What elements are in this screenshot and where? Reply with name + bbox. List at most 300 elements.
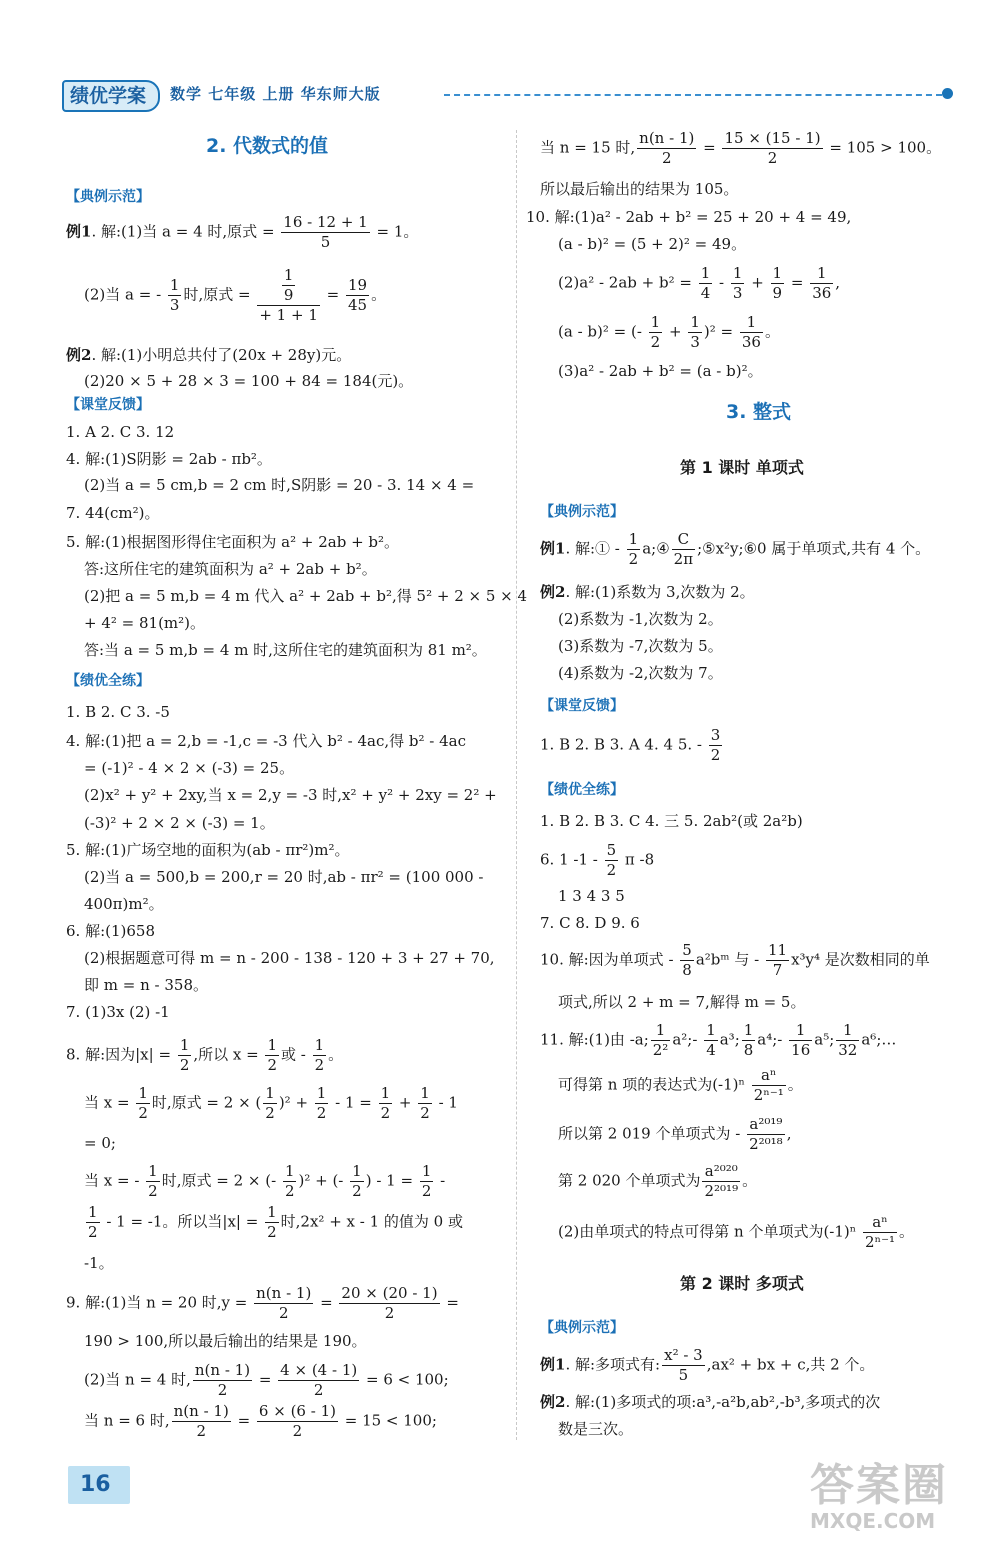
section-title: 2. 代数式的值 [206, 134, 329, 157]
text-run: x³y⁴ 是次数相同的单 [791, 950, 930, 968]
answer-line [558, 1162, 757, 1201]
numerator: 3 [710, 725, 721, 744]
text-run: - 1 [433, 1093, 458, 1111]
text-run: 解:(1)当 a = 4 时,原式 = [96, 222, 280, 240]
text-run: a;④ [642, 539, 670, 557]
text-run: = [315, 1293, 338, 1311]
numerator: 6 × (6 - 1) [258, 1401, 336, 1420]
answer-line [558, 313, 780, 352]
answer-line: 10. 解:(1)a² - 2ab + b² = 25 + 20 + 4 = 49, [526, 207, 852, 226]
numerator: a²⁰²⁰ [702, 1162, 740, 1182]
fraction [810, 264, 833, 303]
numerator: 1 [651, 1021, 671, 1041]
numerator: n(n - 1) [256, 1283, 312, 1302]
numerator: x² - 3 [664, 1345, 703, 1364]
denominator: 2 [767, 148, 778, 167]
numerator: 1 [169, 275, 180, 294]
fraction [172, 1402, 231, 1441]
text-run: ,所以 x = [193, 1045, 264, 1063]
fraction [836, 1021, 859, 1060]
answer-line: 1. A 2. C 3. 12 [66, 423, 175, 441]
example-label: 例1 [540, 1355, 566, 1373]
text-run: . [565, 539, 571, 557]
fraction [699, 264, 713, 303]
fraction [605, 841, 619, 880]
denominator: 2 [421, 1181, 432, 1200]
fraction [282, 266, 296, 305]
fraction [257, 1402, 338, 1441]
denominator: 2 [314, 1055, 325, 1074]
fraction [420, 1162, 434, 1201]
text-run: (2)a² - 2ab + b² = [558, 273, 697, 291]
denominator: 2 [196, 1421, 206, 1440]
text-run: a⁴;- [757, 1030, 788, 1048]
answer-line [66, 1284, 459, 1323]
denominator: 2 [88, 1222, 98, 1241]
example-label: 例2 [540, 1392, 566, 1411]
lesson-title: 第 1 课时 单项式 [680, 457, 804, 477]
fraction [789, 1021, 812, 1060]
denominator: 2²⁰¹⁸ [749, 1134, 783, 1153]
fraction [752, 1066, 786, 1105]
answer-line: = 0; [84, 1134, 116, 1152]
numerator: 16 - 12 + 1 [283, 212, 368, 231]
numerator: n(n - 1) [173, 1401, 229, 1420]
numerator: 1 [650, 312, 661, 331]
text-run: (a - b)² = (- [558, 322, 647, 340]
numerator: 4 × (4 - 1) [280, 1360, 358, 1379]
text-run: ;⑤x²y;⑥0 属于单项式,共有 4 个。 [697, 539, 931, 557]
numerator: 1 [706, 1020, 716, 1039]
fraction [315, 1084, 329, 1123]
text-run: 所以第 2 019 个单项式为 - [558, 1124, 746, 1142]
text-run: . [91, 222, 97, 240]
text-run: 可得第 n 项的表达式为(-1)ⁿ [558, 1075, 750, 1093]
answer-line: (2)x² + y² + 2xy,当 x = 2,y = -3 时,x² + y² + 2xy = 2² + [84, 785, 497, 804]
text-run: 。 [742, 1171, 758, 1189]
numerator: 1 [743, 1020, 754, 1039]
answer-line [558, 1066, 803, 1105]
header-dot [942, 88, 953, 99]
fraction [281, 213, 369, 252]
lesson-title: 第 2 课时 多项式 [680, 1273, 804, 1293]
text-run: ) - 1 = [365, 1171, 418, 1189]
numerator: 1 [628, 529, 639, 548]
fraction [350, 1162, 364, 1201]
text-run: 时,原式 = 2 × (- [161, 1171, 281, 1189]
denominator: 7 [772, 960, 783, 979]
answer-line [84, 1361, 449, 1400]
denominator: 2 [148, 1181, 158, 1200]
numerator: 20 × (20 - 1) [341, 1283, 438, 1302]
denominator: 9 [283, 285, 294, 304]
fraction [263, 1084, 277, 1123]
answer-line: = (-1)² - 4 × 2 × (-3) = 25。 [84, 758, 295, 777]
fraction [379, 1084, 393, 1123]
numerator: 5 [682, 940, 692, 959]
fraction [731, 264, 745, 303]
text-run: 。 [899, 1222, 915, 1240]
text-run: 时,2x² + x - 1 的值为 0 或 [280, 1212, 463, 1230]
denominator: 5 [320, 232, 331, 251]
text-run: - 1 = -1。所以当|x| = [101, 1212, 264, 1230]
fraction [662, 1346, 705, 1385]
numerator: 1 [284, 1161, 295, 1180]
text-run: , [786, 1124, 792, 1142]
answer-line [558, 1115, 791, 1154]
text-run: . [565, 1355, 571, 1373]
denominator: 16 [791, 1040, 811, 1059]
denominator: 2 [628, 549, 639, 568]
denominator: 2π [673, 549, 694, 568]
numerator: 1 [380, 1083, 391, 1102]
text-run: 10. 解:因为单项式 - [540, 950, 679, 968]
fraction [722, 129, 822, 168]
denominator: 2 [138, 1103, 148, 1122]
numerator: 1 [352, 1161, 362, 1180]
text-run: 解:多项式有: [570, 1355, 661, 1373]
denominator: 4 [706, 1040, 716, 1059]
fraction [146, 1162, 160, 1201]
fraction [704, 1021, 718, 1060]
fraction [278, 1361, 359, 1400]
answer-line: (2)当 a = 5 cm,b = 2 cm 时,S阴影 = 20 - 3. 14 × 4 = [84, 475, 475, 494]
answer-line: 4. 解:(1)把 a = 2,b = -1,c = -3 代入 b² - 4ac,得 b² - 4ac [66, 731, 466, 750]
numerator: 1 [772, 263, 783, 282]
fraction [254, 1284, 313, 1323]
answer-line: 7. C 8. D 9. 6 [540, 914, 640, 932]
text-run: 时,原式 = 2 × ( [151, 1093, 262, 1111]
fraction [86, 1203, 100, 1242]
text-run: 解:(1)系数为 3,次数为 2。 [570, 582, 755, 601]
numerator: 1 [179, 1035, 190, 1054]
text-run: = 15 < 100; [339, 1411, 437, 1429]
text-run: - 1 = [330, 1093, 377, 1111]
fraction [265, 1036, 279, 1075]
answer-line: (2)根据题意可得 m = n - 200 - 138 - 120 + 3 + 27 + 70, [84, 948, 495, 967]
denominator: 3 [169, 295, 180, 314]
text-run: . [565, 582, 571, 601]
text-run: 。 [371, 285, 387, 303]
text-run: (2)由单项式的特点可得第 n 个单项式为(-1)ⁿ [558, 1222, 862, 1240]
text-run: 8. 解:因为|x| = [66, 1045, 176, 1063]
text-run: (2)当 a = - [84, 285, 166, 303]
numerator: 11 [767, 940, 788, 959]
numerator: C [672, 530, 695, 550]
section-tag: 【绩优全练】 [66, 673, 150, 689]
text-run: . [91, 345, 97, 364]
answer-line [84, 1162, 445, 1201]
example-label: 例1 [540, 539, 566, 557]
denominator: 2 [661, 148, 672, 167]
text-run: 。 [764, 322, 780, 340]
text-run: = [698, 138, 721, 156]
text-run: π -8 [620, 850, 655, 868]
text-run: , [835, 273, 841, 291]
watermark-url: MXQE.COM [810, 1509, 936, 1533]
text-run: (2)当 n = 4 时, [84, 1370, 191, 1388]
numerator: 1 [690, 312, 700, 331]
text-run: )² + (- [298, 1171, 349, 1189]
numerator: n(n - 1) [639, 128, 695, 147]
denominator: 2 [384, 1303, 395, 1322]
answer-line: 即 m = n - 358。 [84, 975, 208, 994]
denominator: 2 [380, 1103, 391, 1122]
example-label: 例1 [66, 222, 92, 240]
text-run: . [565, 1392, 571, 1411]
fraction [771, 264, 785, 303]
denominator: 36 [812, 283, 832, 302]
answer-line [84, 1203, 463, 1242]
fraction [651, 1021, 671, 1060]
fraction [680, 941, 694, 980]
text-run: )² = [703, 322, 738, 340]
numerator: 1 [836, 1021, 859, 1041]
fraction [709, 726, 723, 765]
fraction [649, 313, 663, 352]
answer-line: (3)系数为 -7,次数为 5。 [558, 636, 723, 655]
example-label: 例2 [66, 345, 92, 364]
answer-line: 1. B 2. B 3. C 4. 三 5. 2ab²(或 2a²b) [540, 811, 803, 830]
answer-line: -1。 [84, 1253, 114, 1272]
answer-line: (-3)² + 2 × 2 × (-3) = 1。 [84, 813, 275, 832]
numerator: 5 [606, 840, 617, 859]
denominator: 45 [347, 295, 368, 314]
text-run: + [664, 322, 687, 340]
text-run: 第 2 020 个单项式为 [558, 1171, 701, 1189]
section-title: 3. 整式 [726, 400, 792, 423]
answer-line: + 4² = 81(m²)。 [84, 613, 206, 632]
text-run: = [254, 1370, 277, 1388]
page-number: 16 [68, 1466, 130, 1504]
denominator: 2 [278, 1303, 289, 1322]
text-run: a⁶;… [861, 1030, 897, 1048]
denominator: 2 [313, 1380, 324, 1399]
fraction [672, 530, 695, 569]
denominator: 2 [606, 860, 617, 879]
fraction [193, 1361, 252, 1400]
denominator: 3 [732, 283, 743, 302]
answer-line [84, 266, 386, 325]
text-run: 时,原式 = [183, 285, 256, 303]
denominator: 2 [710, 745, 721, 764]
answer-line: 6. 解:(1)658 [66, 921, 156, 940]
denominator: 2 [284, 1181, 295, 1200]
answer-line [540, 1391, 880, 1412]
answer-line [540, 530, 930, 569]
section-tag: 【绩优全练】 [540, 782, 624, 798]
denominator: 2 [292, 1421, 303, 1440]
fraction [168, 276, 182, 315]
denominator: 8 [743, 1040, 754, 1059]
denominator: 4 [700, 283, 711, 302]
fraction [178, 1036, 192, 1075]
answer-line: 190 > 100,所以最后输出的结果是 190。 [84, 1331, 367, 1350]
answer-line: 400π)m²。 [84, 894, 164, 913]
text-run: a³; [719, 1030, 740, 1048]
text-run: - [435, 1171, 446, 1189]
denominator: 8 [682, 960, 692, 979]
fraction [766, 941, 789, 980]
example-label: 例2 [540, 582, 566, 601]
text-run: 6. 1 -1 - [540, 850, 603, 868]
denominator: 2ⁿ⁻¹ [865, 1232, 895, 1251]
denominator: 2 [179, 1055, 190, 1074]
answer-line: (a - b)² = (5 + 2)² = 49。 [558, 234, 747, 253]
answer-line: 答:这所住宅的建筑面积为 a² + 2ab + b²。 [84, 559, 377, 578]
numerator: 1 [810, 264, 833, 284]
denominator: 32 [838, 1040, 858, 1059]
numerator: 1 [88, 1202, 98, 1221]
fraction [863, 1213, 897, 1252]
denominator: 2 [267, 1222, 277, 1241]
denominator: 2 [650, 332, 661, 351]
numerator: 1 [138, 1083, 148, 1102]
numerator: 1 [314, 1035, 325, 1054]
answer-line: 5. 解:(1)广场空地的面积为(ab - πr²)m²。 [66, 840, 350, 859]
denominator: + 1 + 1 [259, 305, 318, 324]
text-run: )² + [278, 1093, 313, 1111]
text-run: 。 [787, 1075, 803, 1093]
denominator: 2 [352, 1181, 362, 1200]
denominator: 5 [678, 1365, 689, 1384]
text-run: 当 x = [84, 1093, 135, 1111]
text-run: = 105 > 100。 [824, 138, 942, 156]
numerator: 1 [420, 1083, 430, 1102]
fraction [742, 1021, 756, 1060]
answer-line: 7. 44(cm²)。 [66, 503, 160, 522]
watermark [810, 1462, 948, 1532]
subject-info: 数学 七年级 上册 华东师大版 [170, 85, 381, 103]
answer-line [540, 726, 724, 765]
answer-line [66, 1036, 343, 1075]
column-divider [516, 130, 517, 1440]
text-run: 9. 解:(1)当 n = 20 时,y = [66, 1293, 253, 1311]
text-run: 当 n = 15 时, [540, 138, 636, 156]
numerator: 1 [421, 1161, 432, 1180]
denominator: 2 [267, 1055, 278, 1074]
text-run: 11. 解:(1)由 -a; [540, 1030, 649, 1048]
answer-line: 5. 解:(1)根据图形得住宅面积为 a² + 2ab + b²。 [66, 532, 400, 551]
numerator: 1 [265, 1083, 275, 1102]
text-run: = 1。 [371, 222, 419, 240]
text-run: = [441, 1293, 459, 1311]
text-run: ,ax² + bx + c,共 2 个。 [706, 1355, 875, 1373]
answer-line: 项式,所以 2 + m = 7,解得 m = 5。 [558, 992, 806, 1011]
numerator: 1 [732, 263, 743, 282]
answer-line [540, 841, 654, 880]
answer-line: (2)当 a = 500,b = 200,r = 20 时,ab - πr² = (100 000 - [84, 867, 484, 886]
answer-line [558, 264, 840, 303]
numerator [257, 266, 320, 306]
fraction [313, 1036, 327, 1075]
text-run: = [321, 285, 344, 303]
answer-line [540, 129, 941, 168]
denominator: 2ⁿ⁻¹ [753, 1085, 784, 1104]
fraction [339, 1284, 439, 1323]
text-run: - [714, 273, 729, 291]
numerator: a²⁰¹⁹ [747, 1115, 785, 1135]
numerator: 1 [316, 1083, 327, 1102]
text-run: a²bᵐ 与 - [695, 950, 764, 968]
numerator: 1 [267, 1202, 277, 1221]
answer-line: (2)把 a = 5 m,b = 4 m 代入 a² + 2ab + b²,得 5² + 2 × 5 × 4 [84, 586, 528, 605]
numerator: 1 [789, 1021, 812, 1041]
text-run: 。 [328, 1045, 344, 1063]
series-logo: 绩优学案 [62, 80, 160, 112]
answer-line [84, 1402, 437, 1441]
fraction [265, 1203, 279, 1242]
numerator: 15 × (15 - 1) [724, 128, 821, 147]
answer-line: 所以最后输出的结果为 105。 [540, 179, 739, 198]
text-run: 解:(1)小明总共付了(20x + 28y)元。 [96, 345, 352, 364]
answer-line: 1. B 2. C 3. -5 [66, 703, 170, 721]
denominator: 2 [265, 1103, 275, 1122]
fraction [637, 129, 696, 168]
fraction [688, 313, 702, 352]
fraction [627, 530, 641, 569]
text-run: a²;- [672, 1030, 703, 1048]
answer-line: (2)系数为 -1,次数为 2。 [558, 609, 723, 628]
section-tag: 【典例示范】 [540, 504, 624, 520]
section-tag: 【课堂反馈】 [66, 397, 150, 413]
numerator: 19 [347, 275, 368, 294]
denominator: 9 [772, 283, 783, 302]
text-run: 当 n = 6 时, [84, 1411, 170, 1429]
answer-line: (3)a² - 2ab + b² = (a - b)²。 [558, 361, 763, 380]
numerator: 1 [148, 1161, 158, 1180]
answer-line: 4. 解:(1)S阴影 = 2ab - πb²。 [66, 449, 272, 468]
text-run: 当 x = - [84, 1171, 145, 1189]
denominator: 2 [420, 1103, 430, 1122]
text-run: 解:① - [570, 539, 625, 557]
answer-line [540, 1346, 874, 1385]
text-run: + [746, 273, 769, 291]
fraction [136, 1084, 150, 1123]
numerator: aⁿ [863, 1213, 897, 1233]
denominator: 2 [316, 1103, 327, 1122]
numerator: aⁿ [752, 1066, 786, 1086]
answer-line [66, 344, 351, 365]
header-dashed-line [444, 94, 942, 96]
text-run: = 6 < 100; [361, 1370, 449, 1388]
denominator: 2²⁰¹⁹ [704, 1181, 739, 1200]
answer-line: 7. (1)3x (2) -1 [66, 1003, 170, 1021]
fraction [283, 1162, 297, 1201]
section-tag: 【典例示范】 [66, 189, 150, 205]
text-run: 或 - [281, 1045, 311, 1063]
section-tag: 【典例示范】 [540, 1320, 624, 1336]
answer-line [540, 941, 930, 980]
fraction [257, 266, 320, 325]
denominator: 3 [690, 332, 700, 351]
fraction [346, 276, 369, 315]
section-tag: 【课堂反馈】 [540, 698, 624, 714]
answer-line: 1 3 4 3 5 [558, 887, 625, 905]
numerator: 1 [267, 1035, 278, 1054]
answer-line [66, 213, 418, 252]
answer-line [540, 581, 755, 602]
watermark-main: 答案圈 [810, 1460, 948, 1511]
text-run: 1. B 2. B 3. A 4. 4 5. - [540, 735, 707, 753]
answer-line: 答:当 a = 5 m,b = 4 m 时,这所住宅的建筑面积为 81 m²。 [84, 640, 487, 659]
denominator: 2² [652, 1040, 669, 1059]
fraction [702, 1162, 740, 1201]
numerator: 1 [283, 265, 294, 284]
answer-line: (2)20 × 5 + 28 × 3 = 100 + 84 = 184(元)。 [84, 371, 414, 390]
answer-line [84, 1084, 458, 1123]
text-run: = [786, 273, 809, 291]
